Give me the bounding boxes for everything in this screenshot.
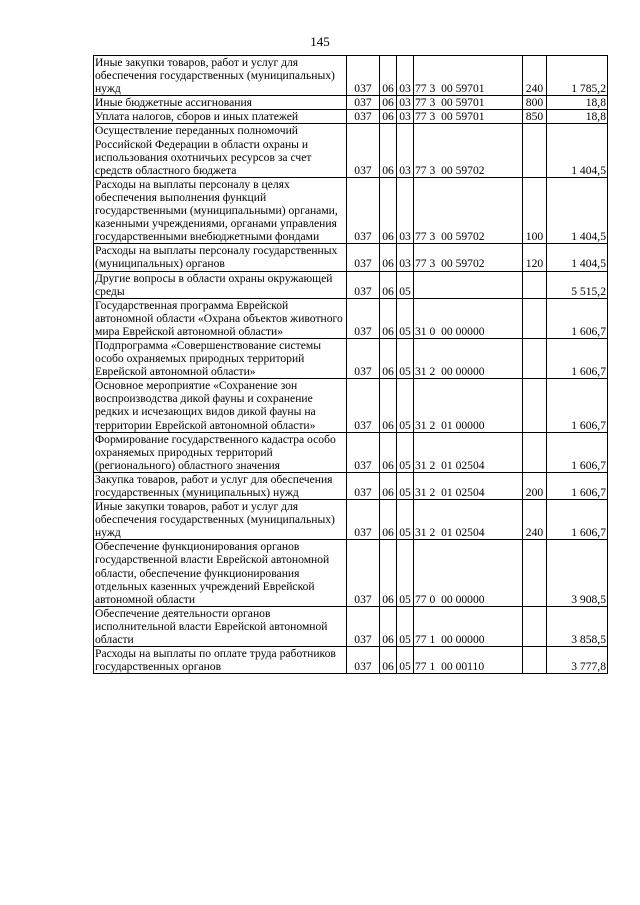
expense-name-cell: Государственная программа Еврейской автономной области «Охрана объектов животного мира Еврейской автономной области»: [94, 298, 347, 338]
target-article-code-cell: 77 1 00 00110: [414, 647, 523, 674]
expense-type-code-cell: [523, 271, 547, 298]
expense-type-code-cell: [523, 338, 547, 378]
expense-name-cell: Расходы на выплаты персоналу в целях обеспечения выполнения функций государственными (муниципальными) органами, казенными учреждениями, органами управления государственными внебюджетными фондами: [94, 177, 347, 243]
ministry-code-cell: 037: [347, 379, 380, 432]
section-code-cell: 06: [380, 177, 397, 243]
expense-name-cell: Иные закупки товаров, работ и услуг для обеспечения государственных (муниципальных) нужд: [94, 56, 347, 96]
table-row: [94, 379, 608, 432]
expense-type-code-cell: 850: [523, 110, 547, 124]
ministry-code-cell: 037: [347, 338, 380, 378]
table-row: [94, 177, 608, 243]
ministry-code-cell: 037: [347, 647, 380, 674]
amount-cell: 1 606,7: [547, 500, 608, 540]
target-article-code-cell: 77 3 00 59701: [414, 56, 523, 96]
ministry-code-cell: 037: [347, 96, 380, 110]
expense-name-cell: Осуществление переданных полномочий Российской Федерации в области охраны и использования охотничьих ресурсов за счет средств областного бюджета: [94, 124, 347, 177]
subsection-code-cell: 03: [397, 124, 414, 177]
expense-type-code-cell: [523, 647, 547, 674]
expense-name-cell: Основное мероприятие «Сохранение зон воспроизводства дикой фауны и сохранение редких и исчезающих видов дикой фауны на территории Еврейской автономной области»: [94, 379, 347, 432]
expense-type-code-cell: [523, 432, 547, 472]
section-code-cell: 06: [380, 271, 397, 298]
expense-name-cell: Другие вопросы в области охраны окружающей среды: [94, 271, 347, 298]
amount-cell: 1 404,5: [547, 124, 608, 177]
table-row: [94, 472, 608, 499]
ministry-code-cell: 037: [347, 177, 380, 243]
target-article-code-cell: 77 1 00 00000: [414, 606, 523, 646]
amount-cell: 1 606,7: [547, 379, 608, 432]
target-article-code-cell: 77 3 00 59702: [414, 177, 523, 243]
expense-name-cell: Обеспечение деятельности органов исполнительной власти Еврейской автономной области: [94, 606, 347, 646]
ministry-code-cell: 037: [347, 298, 380, 338]
table-row: [94, 110, 608, 124]
section-code-cell: 06: [380, 338, 397, 378]
expense-type-code-cell: [523, 379, 547, 432]
amount-cell: 1 404,5: [547, 244, 608, 271]
amount-cell: 5 515,2: [547, 271, 608, 298]
table-row: [94, 124, 608, 177]
expense-name-cell: Обеспечение функционирования органов государственной власти Еврейской автономной области, обеспечение функционирования отдельных казенных учреждений Еврейской автономной области: [94, 540, 347, 606]
table-row: [94, 338, 608, 378]
ministry-code-cell: 037: [347, 472, 380, 499]
page-number: 145: [310, 34, 330, 49]
target-article-code-cell: 77 0 00 00000: [414, 540, 523, 606]
amount-cell: 1 404,5: [547, 177, 608, 243]
ministry-code-cell: 037: [347, 110, 380, 124]
expense-type-code-cell: [523, 124, 547, 177]
subsection-code-cell: 03: [397, 96, 414, 110]
expense-type-code-cell: 120: [523, 244, 547, 271]
ministry-code-cell: 037: [347, 244, 380, 271]
section-code-cell: 06: [380, 647, 397, 674]
target-article-code-cell: 77 3 00 59702: [414, 124, 523, 177]
expense-type-code-cell: 240: [523, 500, 547, 540]
target-article-code-cell: 31 2 00 00000: [414, 338, 523, 378]
amount-cell: 3 858,5: [547, 606, 608, 646]
ministry-code-cell: 037: [347, 56, 380, 96]
amount-cell: 1 606,7: [547, 298, 608, 338]
section-code-cell: 06: [380, 472, 397, 499]
expense-name-cell: Уплата налогов, сборов и иных платежей: [94, 110, 347, 124]
subsection-code-cell: 05: [397, 379, 414, 432]
amount-cell: 18,8: [547, 110, 608, 124]
subsection-code-cell: 03: [397, 244, 414, 271]
budget-table: [93, 55, 608, 674]
ministry-code-cell: 037: [347, 271, 380, 298]
target-article-code-cell: 31 0 00 00000: [414, 298, 523, 338]
section-code-cell: 06: [380, 244, 397, 271]
subsection-code-cell: 05: [397, 298, 414, 338]
amount-cell: 1 606,7: [547, 338, 608, 378]
amount-cell: 1 606,7: [547, 432, 608, 472]
expense-type-code-cell: 100: [523, 177, 547, 243]
table-row: [94, 647, 608, 674]
section-code-cell: 06: [380, 96, 397, 110]
section-code-cell: 06: [380, 500, 397, 540]
table-row: [94, 244, 608, 271]
subsection-code-cell: 05: [397, 432, 414, 472]
amount-cell: 3 777,8: [547, 647, 608, 674]
section-code-cell: 06: [380, 432, 397, 472]
section-code-cell: 06: [380, 298, 397, 338]
section-code-cell: 06: [380, 606, 397, 646]
target-article-code-cell: 31 2 01 02504: [414, 500, 523, 540]
subsection-code-cell: 05: [397, 271, 414, 298]
ministry-code-cell: 037: [347, 606, 380, 646]
amount-cell: 1 785,2: [547, 56, 608, 96]
subsection-code-cell: 03: [397, 177, 414, 243]
ministry-code-cell: 037: [347, 500, 380, 540]
section-code-cell: 06: [380, 56, 397, 96]
subsection-code-cell: 03: [397, 56, 414, 96]
ministry-code-cell: 037: [347, 124, 380, 177]
expense-type-code-cell: [523, 606, 547, 646]
subsection-code-cell: 03: [397, 110, 414, 124]
table-row: [94, 500, 608, 540]
section-code-cell: 06: [380, 110, 397, 124]
section-code-cell: 06: [380, 379, 397, 432]
subsection-code-cell: 05: [397, 606, 414, 646]
ministry-code-cell: 037: [347, 540, 380, 606]
table-row: [94, 298, 608, 338]
table-row: [94, 271, 608, 298]
expense-name-cell: Расходы на выплаты по оплате труда работников государственных органов: [94, 647, 347, 674]
subsection-code-cell: 05: [397, 500, 414, 540]
target-article-code-cell: 31 2 01 02504: [414, 432, 523, 472]
amount-cell: 1 606,7: [547, 472, 608, 499]
subsection-code-cell: 05: [397, 472, 414, 499]
budget-table-body: [94, 56, 608, 674]
target-article-code-cell: 31 2 01 02504: [414, 472, 523, 499]
section-code-cell: 06: [380, 540, 397, 606]
table-row: [94, 56, 608, 96]
expense-type-code-cell: [523, 298, 547, 338]
subsection-code-cell: 05: [397, 647, 414, 674]
expense-type-code-cell: 800: [523, 96, 547, 110]
subsection-code-cell: 05: [397, 338, 414, 378]
target-article-code-cell: 77 3 00 59701: [414, 110, 523, 124]
amount-cell: 3 908,5: [547, 540, 608, 606]
expense-name-cell: Расходы на выплаты персоналу государственных (муниципальных) органов: [94, 244, 347, 271]
section-code-cell: 06: [380, 124, 397, 177]
expense-name-cell: Иные закупки товаров, работ и услуг для обеспечения государственных (муниципальных) нужд: [94, 500, 347, 540]
amount-cell: 18,8: [547, 96, 608, 110]
subsection-code-cell: 05: [397, 540, 414, 606]
expense-name-cell: Иные бюджетные ассигнования: [94, 96, 347, 110]
target-article-code-cell: 31 2 01 00000: [414, 379, 523, 432]
expense-type-code-cell: 240: [523, 56, 547, 96]
table-row: [94, 540, 608, 606]
table-row: [94, 606, 608, 646]
table-row: [94, 432, 608, 472]
expense-name-cell: Формирование государственного кадастра особо охраняемых природных территорий (регионального) областного значения: [94, 432, 347, 472]
expense-name-cell: Подпрограмма «Совершенствование системы особо охраняемых природных территорий Еврейской автономной области»: [94, 338, 347, 378]
expense-type-code-cell: 200: [523, 472, 547, 499]
ministry-code-cell: 037: [347, 432, 380, 472]
target-article-code-cell: [414, 271, 523, 298]
target-article-code-cell: 77 3 00 59701: [414, 96, 523, 110]
table-row: [94, 96, 608, 110]
expense-type-code-cell: [523, 540, 547, 606]
expense-name-cell: Закупка товаров, работ и услуг для обеспечения государственных (муниципальных) нужд: [94, 472, 347, 499]
target-article-code-cell: 77 3 00 59702: [414, 244, 523, 271]
